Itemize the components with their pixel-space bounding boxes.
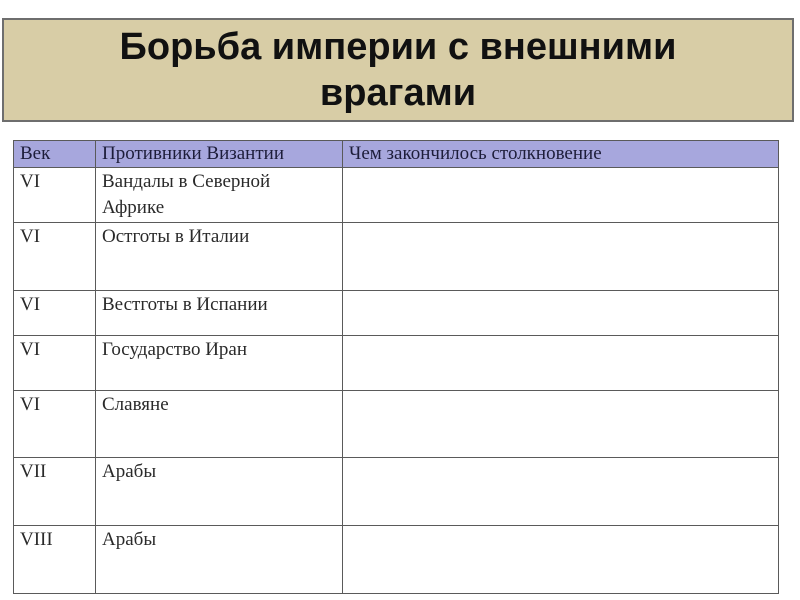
cell-century: VI <box>14 291 96 336</box>
cell-century: VI <box>14 336 96 391</box>
header-outcome: Чем закончилось столкновение <box>343 141 779 168</box>
cell-century: VI <box>14 391 96 458</box>
cell-outcome[interactable] <box>343 168 779 223</box>
table-row <box>14 291 779 336</box>
enemies-table <box>13 140 779 594</box>
cell-opponent: Славяне <box>96 391 343 458</box>
header-century: Век <box>14 141 96 168</box>
cell-outcome[interactable] <box>343 458 779 526</box>
cell-opponent: Государство Иран <box>96 336 343 391</box>
cell-century: VIII <box>14 526 96 594</box>
table-row <box>14 458 779 526</box>
cell-outcome[interactable] <box>343 223 779 291</box>
table-row <box>14 223 779 291</box>
title-banner <box>2 18 794 122</box>
table-row <box>14 526 779 594</box>
table-header-row <box>14 141 779 168</box>
cell-century: VI <box>14 223 96 291</box>
cell-opponent: Вандалы в Северной Африке <box>96 168 343 223</box>
cell-opponent: Арабы <box>96 526 343 594</box>
cell-outcome[interactable] <box>343 391 779 458</box>
header-opponent: Противники Византии <box>96 141 343 168</box>
table-row <box>14 168 779 223</box>
table-row <box>14 391 779 458</box>
cell-century: VI <box>14 168 96 223</box>
page-title: Борьба империи с внешними врагами <box>119 26 677 114</box>
cell-outcome[interactable] <box>343 526 779 594</box>
cell-opponent: Остготы в Италии <box>96 223 343 291</box>
cell-outcome[interactable] <box>343 336 779 391</box>
table-row <box>14 336 779 391</box>
cell-century: VII <box>14 458 96 526</box>
cell-outcome[interactable] <box>343 291 779 336</box>
cell-opponent: Вестготы в Испании <box>96 291 343 336</box>
cell-opponent: Арабы <box>96 458 343 526</box>
